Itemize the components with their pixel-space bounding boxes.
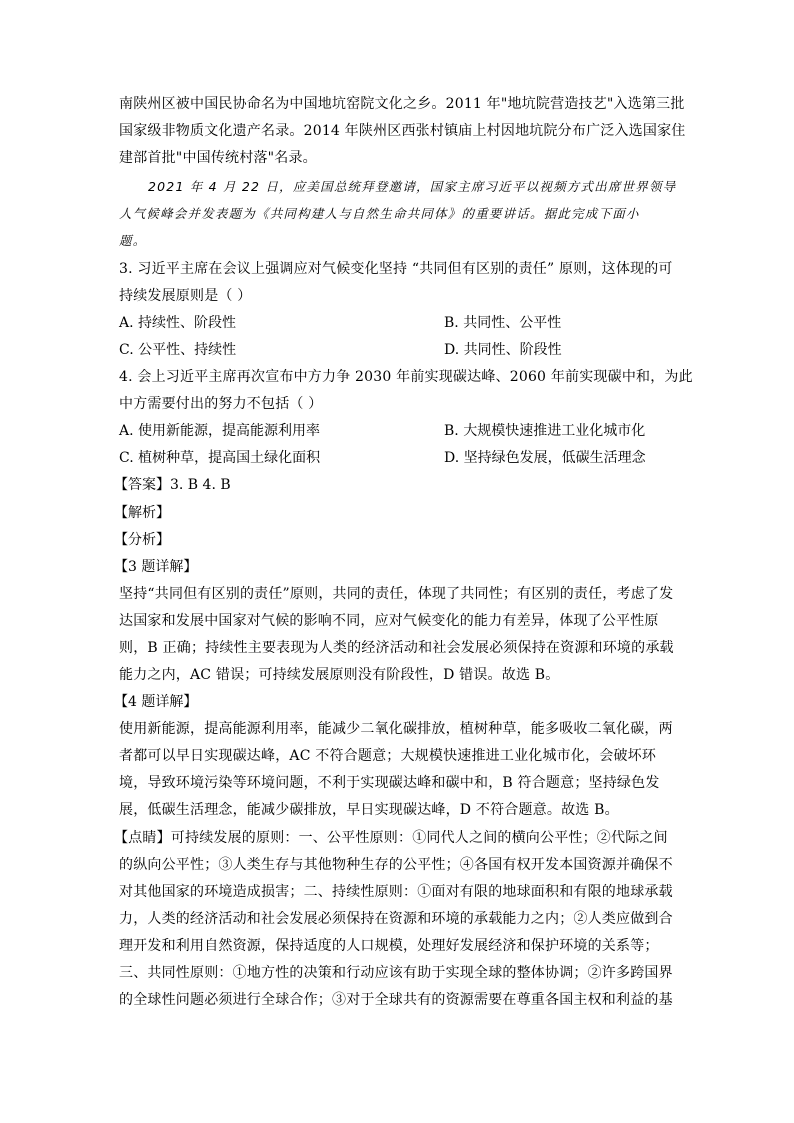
answer-line: 【答案】3. B 4. B — [114, 477, 231, 493]
question-3-option-c: C. 公平性、持续性 — [119, 342, 237, 358]
q3-detail-line: 能力之内，AC 错误；可持续发展原则没有阶段性，D 错误。故选 B。 — [119, 667, 560, 683]
analysis-heading: 【解析】 — [114, 505, 170, 521]
q4-detail-line: 使用新能源，提高能源利用率，能减少二氧化碳排放，植树种草，能多吸收二氧化碳，两 — [119, 721, 673, 737]
q3-detail-heading: 【3 题详解】 — [114, 559, 198, 575]
question-3-option-a: A. 持续性、阶段性 — [119, 315, 237, 331]
dianjing-line: 对其他国家的环境造成损害；二、持续性原则：①面对有限的地球面积和有限的地球承载 — [119, 884, 673, 900]
question-3-option-b: B. 共同性、公平性 — [444, 315, 562, 331]
intro-line: 国家级非物质文化遗产名录。2014 年陕州区西张村镇庙上村因地坑院分布广泛入选国家住 — [119, 123, 686, 139]
question-3-stem: 3. 习近平主席在会议上强调应对气候变化坚持 “共同但有区别的责任” 原则，这体现的可 — [119, 261, 673, 277]
question-3-option-d: D. 共同性、阶段性 — [444, 342, 562, 358]
q3-detail-line: 达国家和发展中国家对气候的影响不同，应对气候变化的能力有差异，体现了公平性原 — [119, 613, 659, 629]
fenxi-heading: 【分析】 — [114, 532, 170, 548]
question-4-option-d: D. 坚持绿色发展，低碳生活理念 — [444, 450, 646, 466]
question-4-option-c: C. 植树种草，提高国土绿化面积 — [119, 450, 321, 466]
dianjing-line: 理开发和利用自然资源，保持适度的人口规模，处理好发展经济和保护环境的关系等； — [119, 938, 659, 954]
question-3-stem: 持续发展原则是（ ） — [119, 288, 252, 304]
intro-line: 南陕州区被中国民协命名为中国地坑窑院文化之乡。2011 年"地坑院营造技艺"入选第三批 — [119, 96, 685, 112]
q3-detail-line: 则，B 正确；持续性主要表现为人类的经济活动和社会发展必须保持在资源和环境的承载 — [119, 640, 674, 656]
question-4-option-b: B. 大规模快速推进工业化城市化 — [444, 423, 646, 439]
dianjing-line: 的纵向公平性；③人类生存与其他物种生存的公平性；④各国有权开发本国资源并确保不 — [119, 857, 673, 873]
dianjing-line: 的全球性问题必须进行全球合作；③对于全球共有的资源需要在尊重各国主权和利益的基 — [119, 992, 673, 1008]
q4-detail-line: 境，导致环境污染等环境问题，不利于实现碳达峰和碳中和，B 符合题意；坚持绿色发 — [119, 775, 660, 791]
dianjing-line: 【点睛】可持续发展的原则：一、公平性原则：①同代人之间的横向公平性；②代际之间 — [114, 830, 668, 846]
passage-line: 2021 年 4 月 22 日，应美国总统拜登邀请，国家主席习近平以视频方式出席世界领导 — [148, 179, 677, 194]
q4-detail-line: 者都可以早日实现碳达峰，AC 不符合题意；大规模快速推进工业化城市化，会破坏环 — [119, 748, 657, 764]
dianjing-line: 三、共同性原则：①地方性的决策和行动应该有助于实现全球的整体协调；②许多跨国界 — [119, 965, 673, 981]
dianjing-line: 力，人类的经济活动和社会发展必须保持在资源和环境的承载能力之内；②人类应做到合 — [119, 911, 673, 927]
passage-line: 人气候峰会并发表题为《共同构建人与自然生命共同体》的重要讲话。据此完成下面小 — [119, 206, 640, 221]
q4-detail-heading: 【4 题详解】 — [114, 694, 198, 710]
question-4-stem: 4. 会上习近平主席再次宣布中方力争 2030 年前实现碳达峰、2060 年前实现碳中和，为此 — [119, 369, 693, 385]
passage-line: 题。 — [119, 233, 147, 248]
question-4-stem: 中方需要付出的努力不包括（ ） — [119, 396, 323, 412]
question-4-option-a: A. 使用新能源，提高能源利用率 — [119, 423, 321, 439]
q3-detail-line: 坚持“共同但有区别的责任”原则，共同的责任，体现了共同性；有区别的责任，考虑了发 — [119, 586, 674, 602]
intro-line: 建部首批"中国传统村落"名录。 — [119, 150, 317, 166]
q4-detail-line: 展，低碳生活理念，能减少碳排放，早日实现碳达峰，D 不符合题意。故选 B。 — [119, 802, 619, 818]
